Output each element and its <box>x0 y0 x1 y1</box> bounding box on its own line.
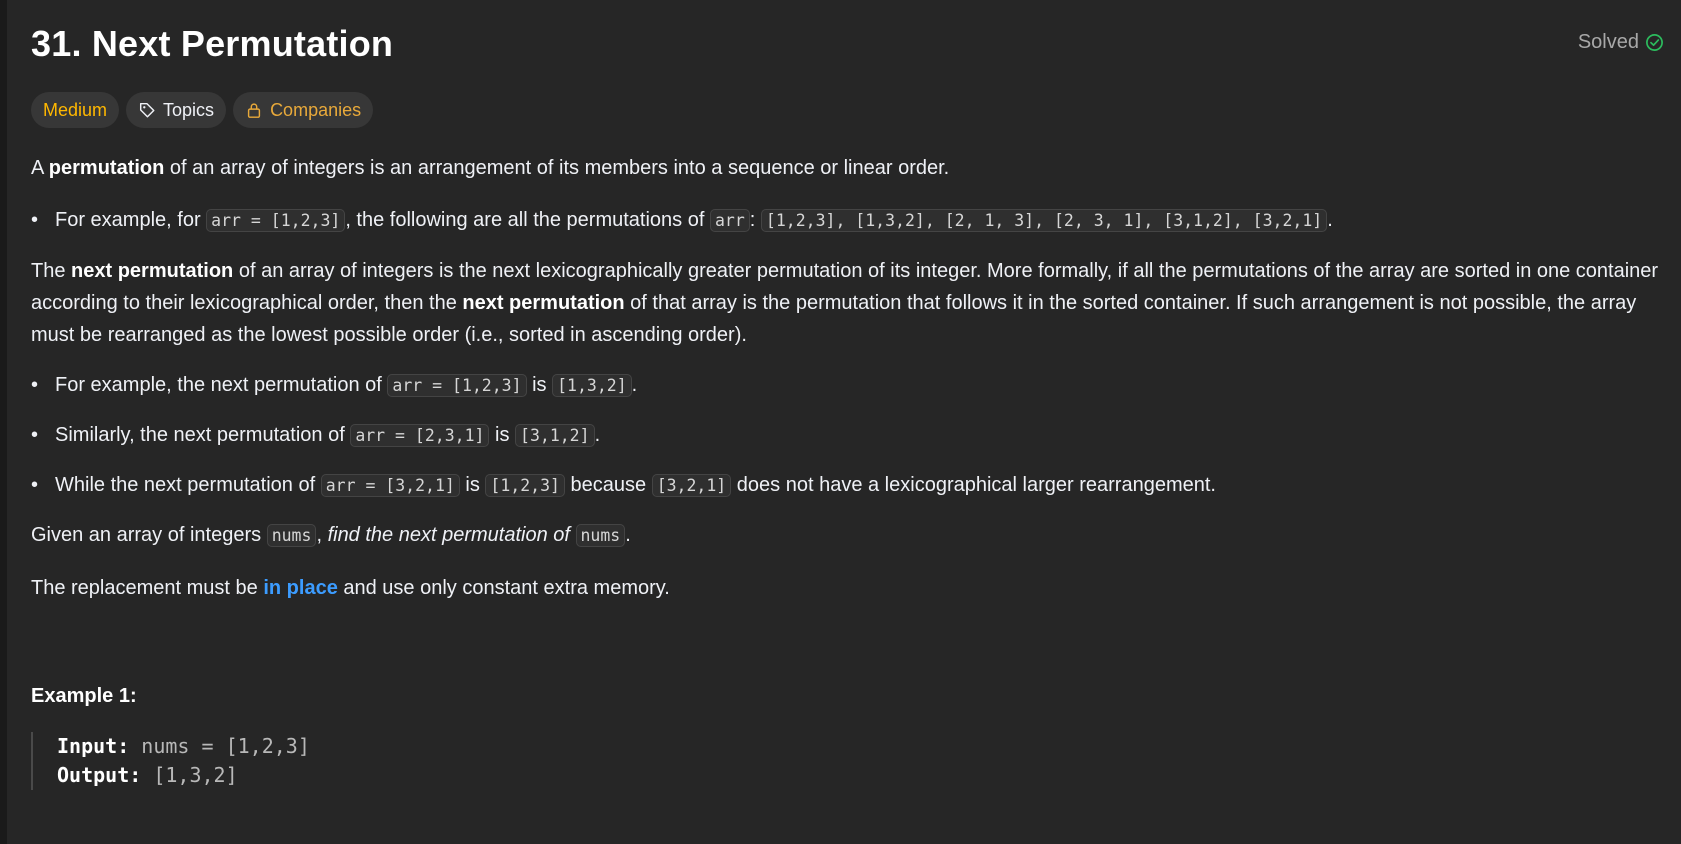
paragraph-intro: A permutation of an array of integers is an arrangement of its members into a sequence or linear order. <box>31 157 950 179</box>
problem-description <box>31 0 1661 790</box>
list-item: • For example, for arr = [1,2,3] , the following are all the permutations of arr : [1,2,3], [1,3,2], [2, 1, 3], [2, 3, 1], [3,1,2], [3,2,1] . <box>55 204 1661 237</box>
inline-code: [1,3,2] <box>552 374 632 397</box>
example-output-line <box>57 761 1661 790</box>
tag-row <box>31 92 1661 130</box>
inline-code: arr = [2,3,1] <box>350 424 489 447</box>
lock-icon <box>245 101 263 119</box>
list-item: • Similarly, the next permutation of arr = [2,3,1] is [3,1,2] . <box>55 419 1661 452</box>
inline-code: [1,2,3] <box>485 474 565 497</box>
left-panel-edge <box>0 0 7 844</box>
topics-button[interactable] <box>126 92 226 128</box>
inline-code: arr = [3,2,1] <box>321 474 460 497</box>
inline-code: [3,1,2] <box>515 424 595 447</box>
example-list-2 <box>31 369 1661 502</box>
paragraph-task: Given an array of integers nums , find the next permutation of nums . <box>31 524 631 546</box>
paragraph-constraint: The replacement must be in place and use only constant extra memory. <box>31 577 670 599</box>
example-1-block <box>31 732 1661 790</box>
inline-code: arr <box>710 209 750 232</box>
solved-status <box>1578 31 1664 54</box>
problem-title[interactable]: 31. Next Permutation <box>31 23 394 64</box>
input-label: Input: <box>57 734 130 758</box>
input-value: nums = [1,2,3] <box>129 734 310 758</box>
term-permutation: permutation <box>48 157 165 179</box>
term-next-permutation: next permutation <box>71 260 234 282</box>
inline-code: nums <box>576 524 626 547</box>
example-1-title: Example 1: <box>31 685 137 707</box>
inline-code: [1,2,3], [1,3,2], [2, 1, 3], [2, 3, 1], [3,1,2], [3,2,1] <box>761 209 1327 232</box>
companies-label: Companies <box>270 99 362 120</box>
inline-code: arr = [1,2,3] <box>387 374 526 397</box>
paragraph-definition: The next permutation of an array of integers is the next lexicographically greater permutation of its integer. More formally, if all the permutations of the array are sorted in one container according to their lexicographical order, then the next permutation of that array is the permutation that follows it in the sorted container. If such arrangement is not possible, the array must be rearranged as the lowest possible order (i.e., sorted in ascending order). <box>31 260 1659 346</box>
example-list-1 <box>31 204 1661 237</box>
title-row <box>31 0 1661 92</box>
output-label: Output: <box>57 763 142 787</box>
inline-code: nums <box>267 524 317 547</box>
check-circle-icon <box>1645 33 1664 52</box>
example-input-line <box>57 732 1661 761</box>
inline-code: arr = [1,2,3] <box>206 209 345 232</box>
list-item: • For example, the next permutation of arr = [1,2,3] is [1,3,2] . <box>55 369 1661 402</box>
difficulty-badge[interactable] <box>31 92 119 128</box>
solved-label: Solved <box>1577 31 1639 53</box>
in-place-link[interactable]: in place <box>263 577 338 599</box>
difficulty-label: Medium <box>43 99 108 120</box>
task-emphasis: find the next permutation of <box>327 524 570 546</box>
inline-code: [3,2,1] <box>652 474 732 497</box>
description-body <box>31 152 1661 790</box>
topics-label: Topics <box>163 99 215 120</box>
list-item: • While the next permutation of arr = [3,2,1] is [1,2,3] because [3,2,1] does not have a lexicographical larger rearrangement. <box>55 469 1661 502</box>
output-value: [1,3,2] <box>141 763 238 787</box>
term-next-permutation: next permutation <box>462 292 625 314</box>
tag-icon <box>138 101 156 119</box>
companies-button[interactable] <box>233 92 373 128</box>
